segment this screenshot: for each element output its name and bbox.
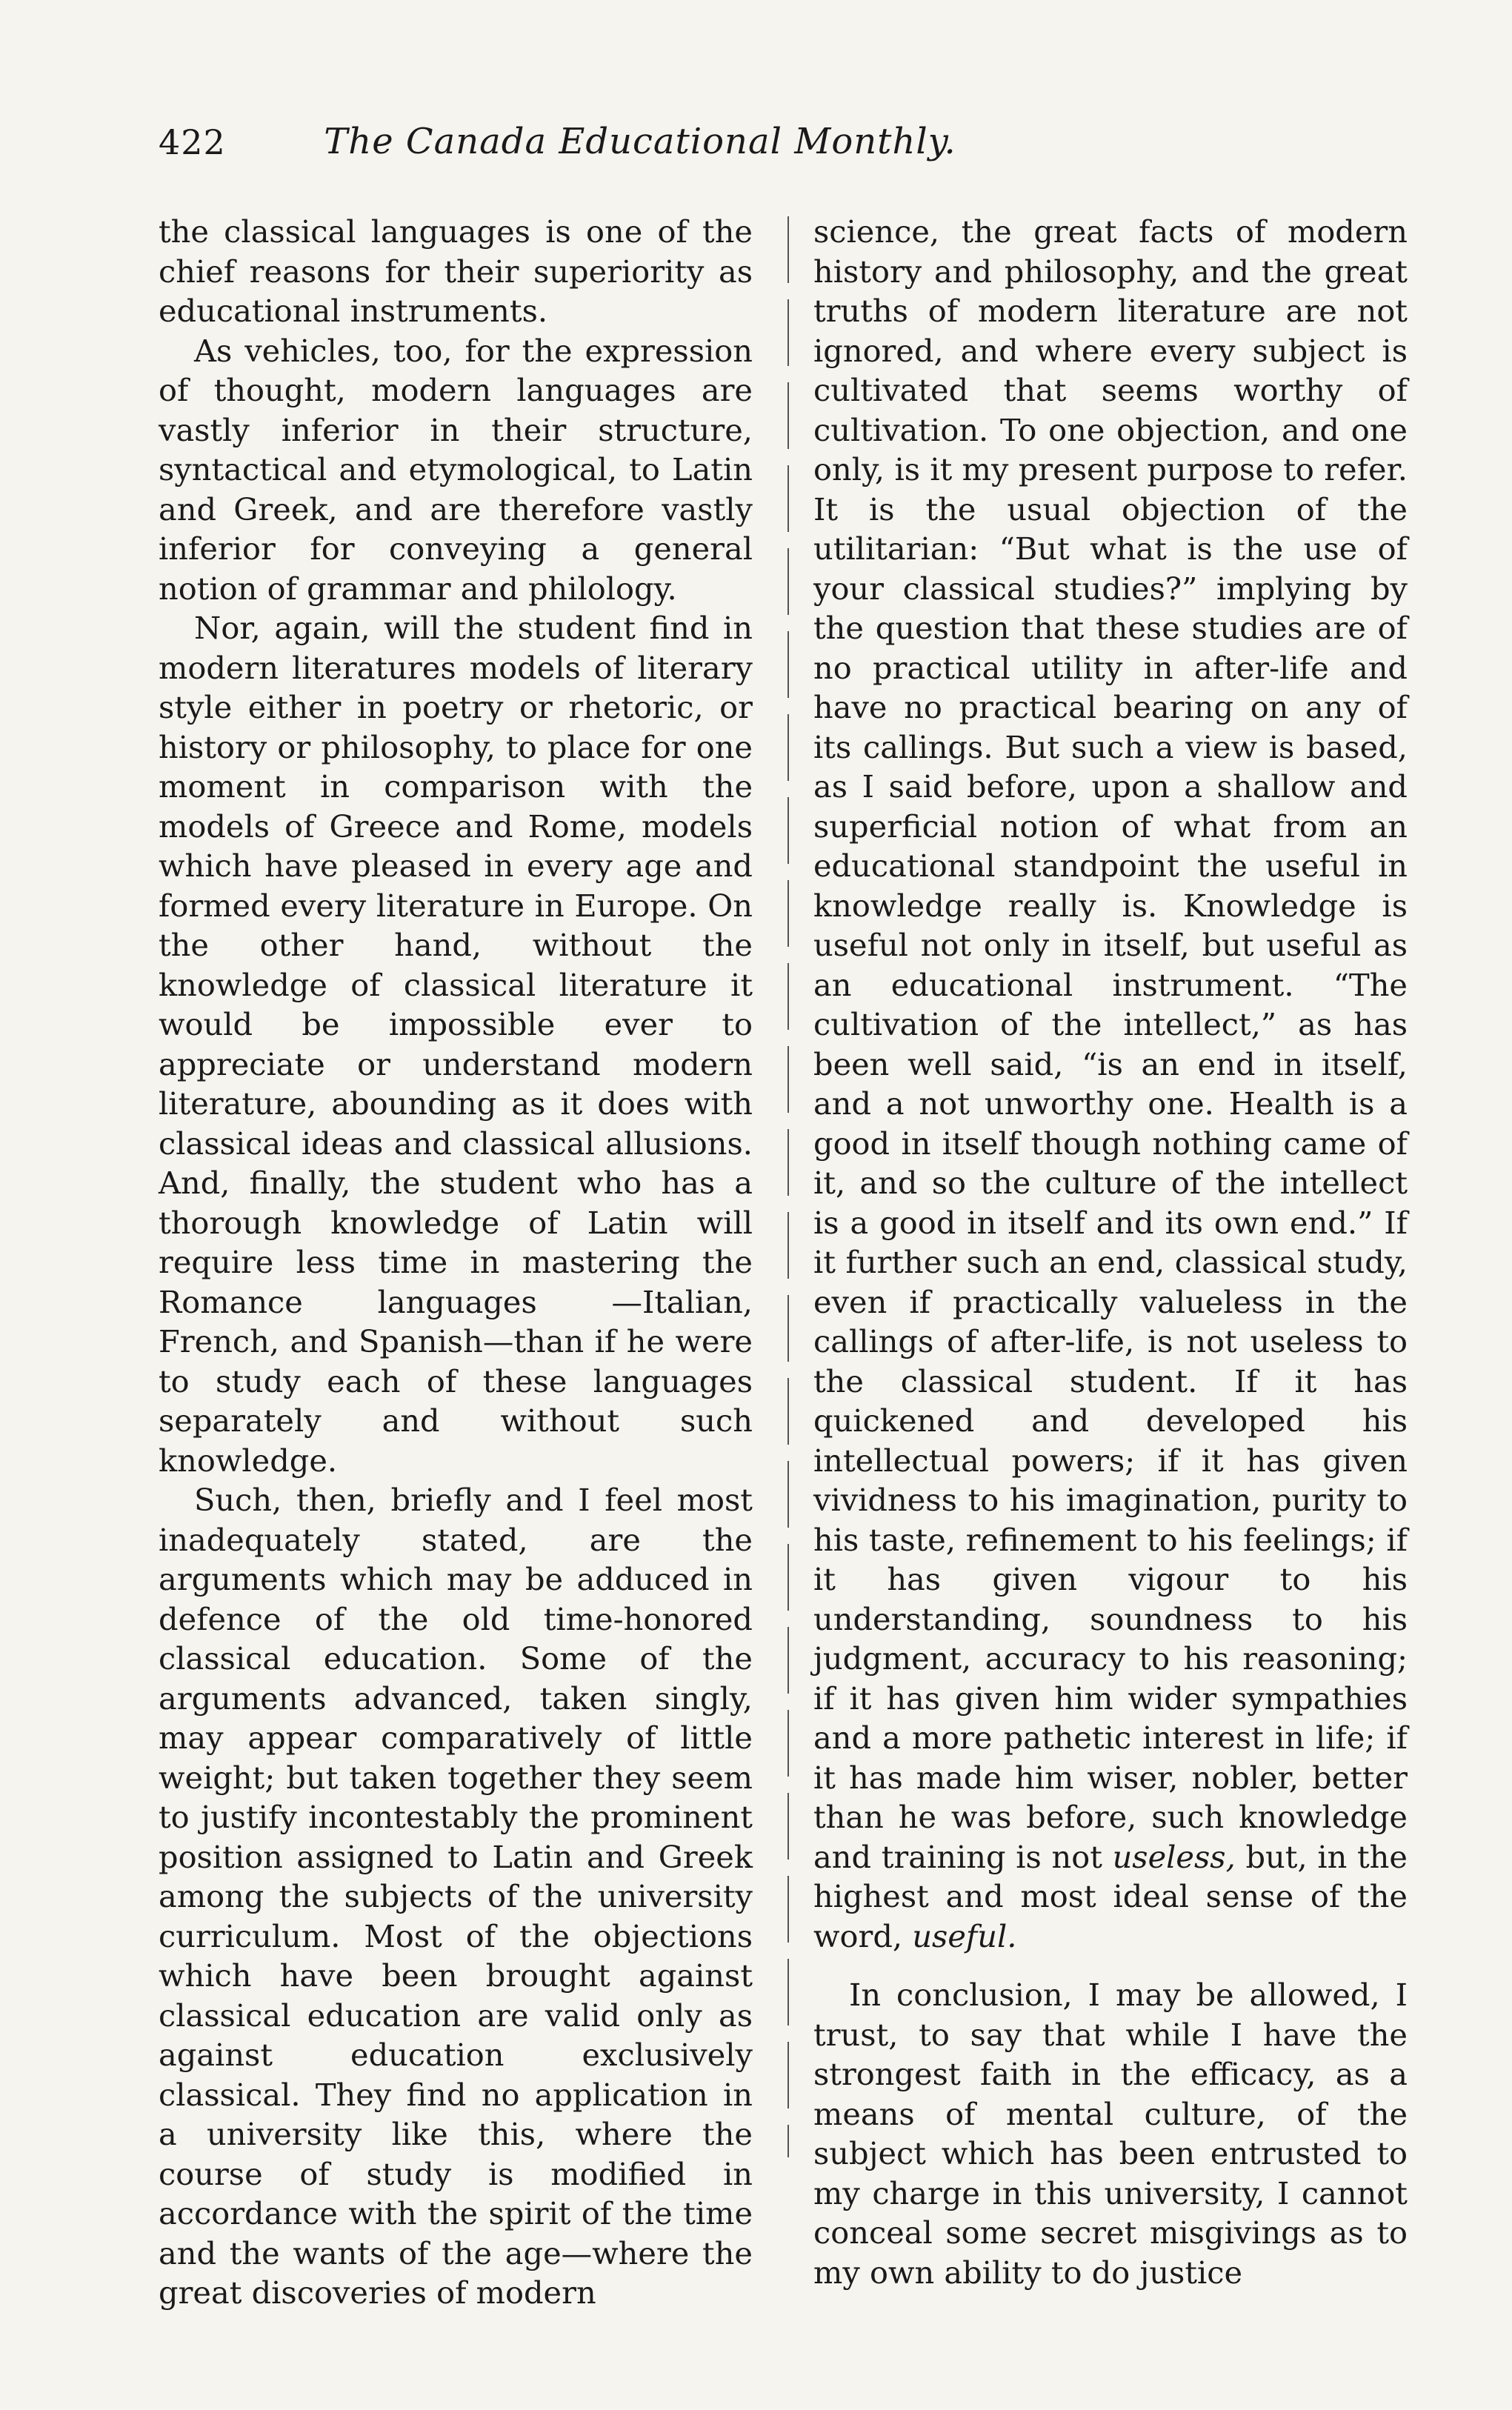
italic-word-useless: useless,: [1112, 1838, 1236, 1875]
column-divider: [787, 216, 789, 2157]
left-column: [159, 212, 753, 2313]
left-paragraph-2: As vehicles, too, for the expression of thought, modern languages are vastly inferior in their structure, syntactical and etymological, to Latin and Greek, and are therefore vastly inferior for conveying a general notion of grammar and philology.: [159, 332, 753, 607]
right-paragraph-2: In conclusion, I may be allowed, I trust, to say that while I have the strongest faith in the efficacy, as a means of mental culture, of the subject which has been entrusted to my charge in this university, I cannot conceal some secret misgivings as to my own ability to do justice: [813, 1977, 1408, 2291]
right-column: [813, 212, 1408, 2292]
page-number: 422: [159, 122, 226, 162]
left-paragraph-1: the classical languages is one of the chief reasons for their superiority as educational instruments.: [159, 213, 753, 329]
right-paragraph-1-text-a: science, the great facts of modern history and philosophy, and the great truths of modern literature are not ignored, and where every subject is cultivated that seems worthy of cultivation. To one objection, and one only, is it my present purpose to refer. It is the usual objection of the utilitarian: “But what is the use of your classical studies?” implying by the question that these studies are of no practical utility in after-life and have no practical bearing on any of its callings. But such a view is based, as I said before, upon a shallow and superficial notion of what from an educational standpoint the useful in knowledge really is. Knowledge is useful not only in itself, but useful as an educational instrument. “The cultivation of the intellect,” as has been well said, “is an end in itself, and a not unworthy one. Health is a good in itself though nothing came of it, and so the culture of the intellect is a good in itself and its own end.” If it further such an end, classical study, even if practically valueless in the callings of after-life, is not useless to the classical student. If it has quickened and developed his intellectual powers; if it has given vividness to his imagination, purity to his taste, refinement to his feelings; if it has given vigour to his understanding, soundness to his judgment, accuracy to his reasoning; if it has given him wider sympathies and a more pathetic interest in life; if it has made him wiser, nobler, better than he was before, such knowledge and training is not: [813, 213, 1408, 1875]
right-paragraph-1-text-b: but, in the highest and most ideal sense of the word,: [813, 1838, 1408, 1954]
page-header: [159, 122, 1122, 182]
running-title: The Canada Educational Monthly.: [324, 121, 956, 162]
left-paragraph-4: Such, then, briefly and I feel most inadequately stated, are the arguments which may be adduced in defence of the old time-honored classical education. Some of the arguments advanced, taken singly, may appear comparatively of little weight; but taken together they seem to justify incontestably the prominent position assigned to Latin and Greek among the subjects of the university curriculum. Most of the objections which have been brought against classical education are valid only as against education exclusively classical. They find no application in a university like this, where the course of study is modified in accordance with the spirit of the time and the wants of the age—where the great discoveries of modern: [159, 1482, 753, 2311]
left-paragraph-3: Nor, again, will the student find in modern literatures models of literary style either in poetry or rhetoric, or history or philosophy, to place for one moment in comparison with the models of Greece and Rome, models which have pleased in every age and formed every literature in Europe. On the other hand, without the knowledge of classical literature it would be impossible ever to appreciate or understand modern literature, abounding as it does with classical ideas and classical allusions. And, finally, the student who has a thorough knowledge of Latin will require less time in mastering the Romance languages —Italian, French, and Spanish—than if he were to study each of these languages separately and without such knowledge.: [159, 610, 753, 1479]
italic-word-useful: useful.: [912, 1917, 1017, 1954]
right-paragraph-1: [813, 212, 1408, 1956]
